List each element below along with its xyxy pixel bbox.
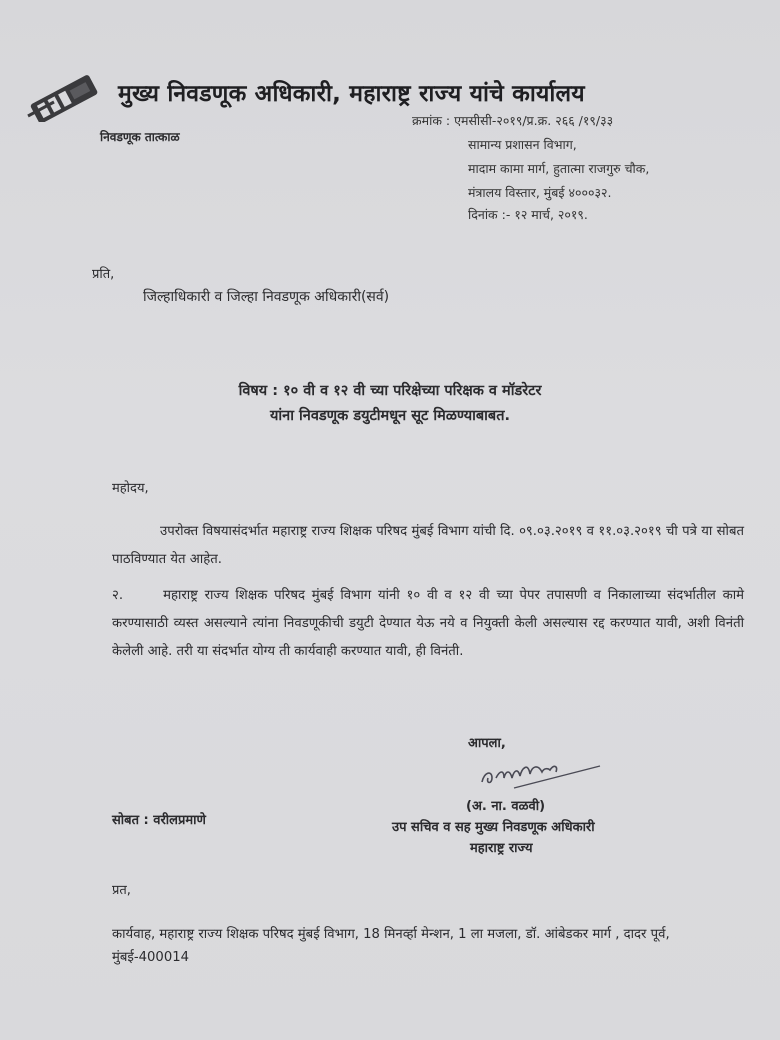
subject-line-2: यांना निवडणूक डयुटीमधून सूट मिळण्याबाबत. xyxy=(270,408,510,424)
copy-recipient: कार्यवाह, महाराष्ट्र राज्य शिक्षक परिषद मुंबई विभाग, 18 मिनर्व्हा मेन्शन, 1 ला मजला, डॉ. आंबेडकर मार्ग , दादर पूर्व, मुंबई-400014 xyxy=(112,927,670,965)
signature-image xyxy=(470,748,610,794)
letter-date: दिनांक :- १२ मार्च, २०१९. xyxy=(468,207,588,222)
enclosure-note: सोबत : वरीलप्रमाणे xyxy=(112,813,206,828)
yours-faithfully: आपला, xyxy=(468,736,506,751)
department-name: सामान्य प्रशासन विभाग, xyxy=(468,137,577,152)
paragraph-2-text: महाराष्ट्र राज्य शिक्षक परिषद मुंबई विभाग यांनी १० वी व १२ वी च्या पेपर तपासणी व निकालाच्या संदर्भातील कामे करण्यासाठी व्यस्त असल्याने त्यांना निवडणूकीची डयुटी देण्यात येऊ नये व नियुक्ती केली असल्यास रद्द करण्यात यावी, अशी विनंती केलेली आहे. तरी या संदर्भात योग्य ती कार्यवाही करण्यात यावी, ही विनंती. xyxy=(112,588,744,659)
paragraph-1 xyxy=(112,518,744,574)
address-line-2: मंत्रालय विस्तार, मुंबई ४०००३२. xyxy=(468,185,612,200)
subject-line-1: विषय : १० वी व १२ वी च्या परिक्षेच्या परिक्षक व मॉडरेटर xyxy=(238,383,542,399)
address-line-1: मादाम कामा मार्ग, हुतात्मा राजगुरु चौक, xyxy=(468,161,650,176)
paragraph-2 xyxy=(112,582,744,666)
signatory-name: (अ. ना. वळवी) xyxy=(466,799,546,814)
paragraph-2-number: २. xyxy=(112,588,124,603)
election-commission-logo-icon xyxy=(24,72,104,122)
recipient-name: जिल्हाधिकारी व जिल्हा निवडणूक अधिकारी(सर्व) xyxy=(143,289,390,305)
reference-number: क्रमांक : एमसीसी-२०१९/प्र.क्र. २६६ /१९/३३ xyxy=(412,113,614,128)
office-title: मुख्य निवडणूक अधिकारी, महाराष्ट्र राज्य यांचे कार्यालय xyxy=(118,81,585,107)
salutation: महोदय, xyxy=(112,481,149,496)
recipient-label: प्रति, xyxy=(92,267,115,282)
election-urgent-label: निवडणूक तात्काळ xyxy=(100,130,180,144)
paragraph-1-text: उपरोक्त विषयासंदर्भात महाराष्ट्र राज्य शिक्षक परिषद मुंबई विभाग यांची दि. ०९.०३.२०१९ व ११.०३.२०१९ ची पत्रे या सोबत पाठविण्यात येत आहेत. xyxy=(112,524,744,567)
copy-label: प्रत, xyxy=(112,883,131,898)
signatory-state: महाराष्ट्र राज्य xyxy=(470,841,533,856)
signatory-designation: उप सचिव व सह मुख्य निवडणूक अधिकारी xyxy=(392,820,595,835)
